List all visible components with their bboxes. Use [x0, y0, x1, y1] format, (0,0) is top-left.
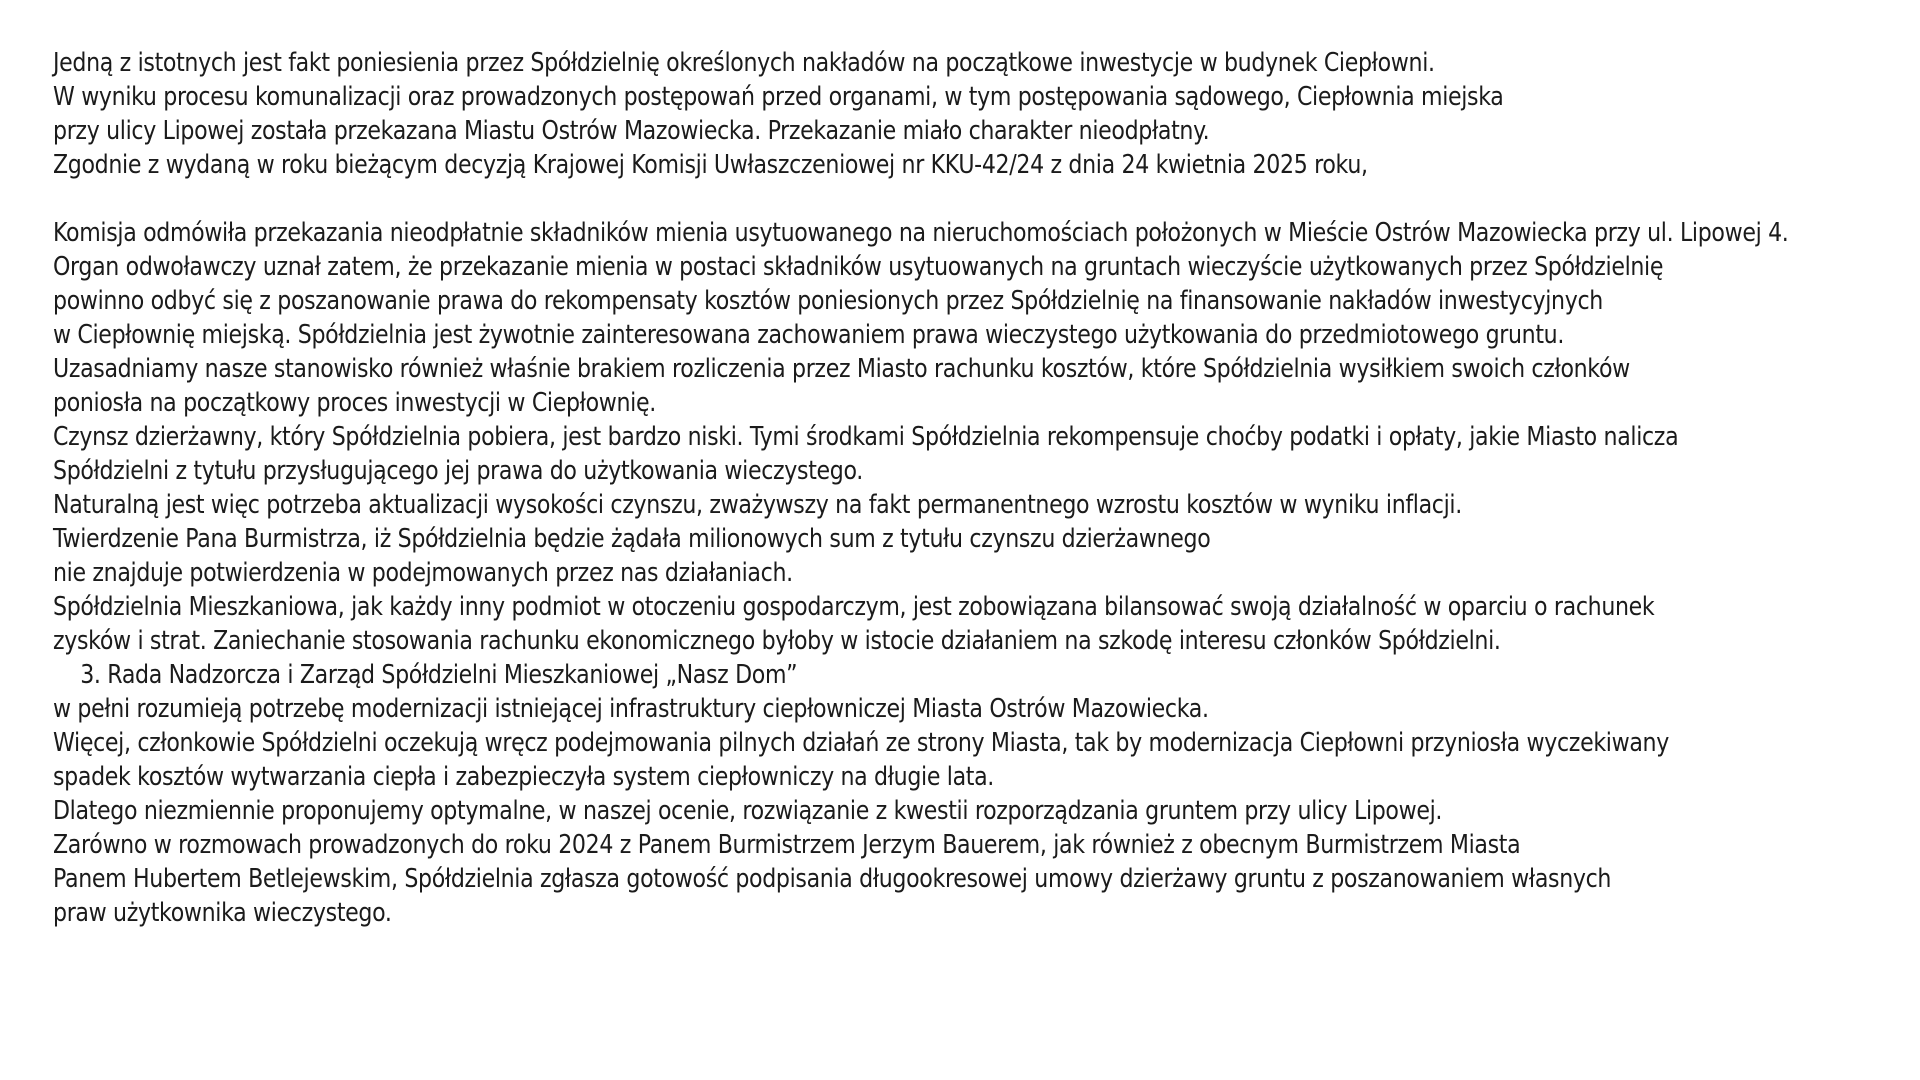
text-line: Zarówno w rozmowach prowadzonych do roku 2024 z Panem Burmistrzem Jerzym Bauerem, jak również z obecnym Burmistrzem Miasta	[53, 830, 1521, 860]
text-line: Naturalną jest więc potrzeba aktualizacji wysokości czynszu, zważywszy na fakt permanentnego wzrostu kosztów w wyniku inflacji.	[53, 490, 1462, 520]
text-line: nie znajduje potwierdzenia w podejmowanych przez nas działaniach.	[53, 558, 793, 588]
text-line: Zgodnie z wydaną w roku bieżącym decyzją Krajowej Komisji Uwłaszczeniowej nr KKU-42/24 z dnia 24 kwietnia 2025 roku,	[53, 150, 1368, 180]
text-line: przy ulicy Lipowej została przekazana Miastu Ostrów Mazowiecka. Przekazanie miało charakter nieodpłatny.	[53, 116, 1210, 146]
text-line: Spółdzielni z tytułu przysługującego jej prawa do użytkowania wieczystego.	[53, 456, 863, 486]
text-line: praw użytkownika wieczystego.	[53, 898, 392, 928]
text-line: Uzasadniamy nasze stanowisko również właśnie brakiem rozliczenia przez Miasto rachunku kosztów, które Spółdzielnia wysiłkiem swoich członków	[53, 354, 1630, 384]
numbered-item-3: 3. Rada Nadzorcza i Zarząd Spółdzielni Mieszkaniowej „Nasz Dom”	[80, 660, 798, 690]
document-body	[53, 46, 1913, 930]
text-line: zysków i strat. Zaniechanie stosowania rachunku ekonomicznego byłoby w istocie działaniem na szkodę interesu członków Spółdzielni.	[53, 626, 1501, 656]
text-line: W wyniku procesu komunalizacji oraz prowadzonych postępowań przed organami, w tym postępowania sądowego, Ciepłownia miejska	[53, 82, 1504, 112]
text-line: Twierdzenie Pana Burmistrza, iż Spółdzielnia będzie żądała milionowych sum z tytułu czynszu dzierżawnego	[53, 524, 1211, 554]
text-line: Więcej, członkowie Spółdzielni oczekują wręcz podejmowania pilnych działań ze strony Miasta, tak by modernizacja Ciepłowni przyniosła wyczekiwany	[53, 728, 1669, 758]
text-line: powinno odbyć się z poszanowanie prawa do rekompensaty kosztów poniesionych przez Spółdzielnię na finansowanie nakładów inwestycyjnych	[53, 286, 1603, 316]
blank-line	[53, 182, 1634, 216]
text-line: Jedną z istotnych jest fakt poniesienia przez Spółdzielnię określonych nakładów na początkowe inwestycje w budynek Ciepłowni.	[53, 48, 1435, 78]
text-line: Czynsz dzierżawny, który Spółdzielnia pobiera, jest bardzo niski. Tymi środkami Spółdzielnia rekompensuje choćby podatki i opłaty, jakie Miasto nalicza	[53, 422, 1679, 452]
text-line: spadek kosztów wytwarzania ciepła i zabezpieczyła system ciepłowniczy na długie lata.	[53, 762, 995, 792]
text-line: Dlatego niezmiennie proponujemy optymalne, w naszej ocenie, rozwiązanie z kwestii rozporządzania gruntem przy ulicy Lipowej.	[53, 796, 1443, 826]
text-line: poniosła na początkowy proces inwestycji w Ciepłownię.	[53, 388, 656, 418]
text-line: Spółdzielnia Mieszkaniowa, jak każdy inny podmiot w otoczeniu gospodarczym, jest zobowiązana bilansować swoją działalność w oparciu o rachunek	[53, 592, 1655, 622]
text-line: w pełni rozumieją potrzebę modernizacji istniejącej infrastruktury ciepłowniczej Miasta Ostrów Mazowiecka.	[53, 694, 1209, 724]
text-line: Panem Hubertem Betlejewskim, Spółdzielnia zgłasza gotowość podpisania długookresowej umowy dzierżawy gruntu z poszanowaniem własnych	[53, 864, 1612, 894]
text-line: Organ odwoławczy uznał zatem, że przekazanie mienia w postaci składników usytuowanych na gruntach wieczyście użytkowanych przez Spółdzielnię	[53, 252, 1664, 282]
text-line: w Ciepłownię miejską. Spółdzielnia jest żywotnie zainteresowana zachowaniem prawa wieczystego użytkowania do przedmiotowego gruntu.	[53, 320, 1565, 350]
text-line: Komisja odmówiła przekazania nieodpłatnie składników mienia usytuowanego na nieruchomościach położonych w Mieście Ostrów Mazowiecka przy ul. Lipowej 4.	[53, 218, 1789, 248]
